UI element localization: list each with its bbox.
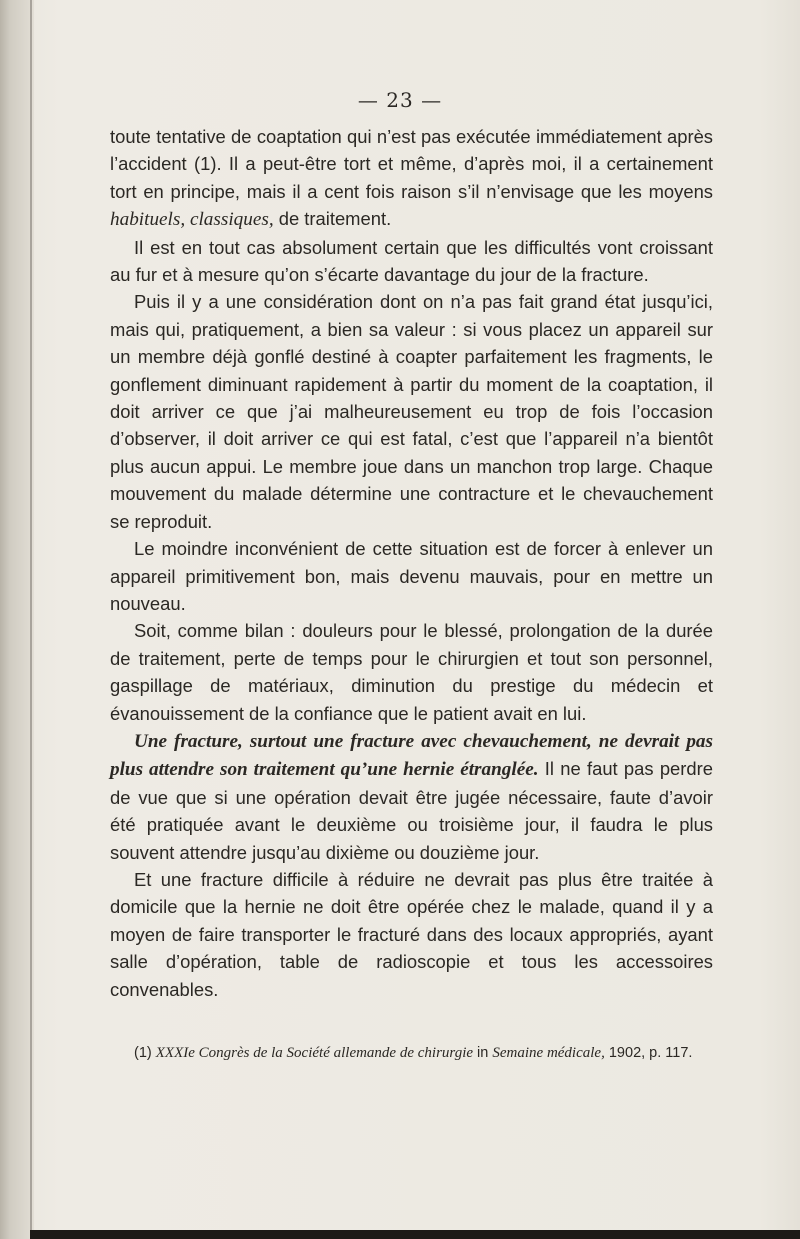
paragraph-4: Le moindre inconvénient de cette situation est de forcer à enlever un appareil primitivement bon, mais devenu mauvais, pour en mettre un nouveau. <box>110 538 713 614</box>
body-text <box>110 123 713 1003</box>
paragraph-5: Soit, comme bilan : douleurs pour le blessé, prolongation de la durée de traitement, perte de temps pour le chirurgien et tout son personnel, gaspillage de matériaux, diminution du prestige du médecin et évanouissement de la confiance que le patient avait en lui. <box>110 620 713 724</box>
paragraph-3: Puis il y a une considération dont on n’a pas fait grand état jusqu’ici, mais qui, pratiquement, a bien sa valeur : si vous placez un appareil sur un membre déjà gonflé destiné à coapter parfaitement les fragments, le gonflement diminuant rapidement à partir du moment de la coaptation, il doit arriver ce que j’ai malheureusement eu trop de fois l’occasion d’observer, il doit arriver ce qui est fatal, c’est que l’appareil n’a bientôt plus aucun appui. Le membre joue dans un manchon trop large. Chaque mouvement du malade détermine une contracture et le chevauchement se reproduit. <box>110 291 713 532</box>
paragraph-1 <box>110 123 713 234</box>
paragraph-2: Il est en tout cas absolument certain que les difficultés vont croissant au fur et à mesure qu’on s’écarte davantage du jour de la fracture. <box>110 236 713 286</box>
footnote-journal: Semaine médicale, <box>492 1045 605 1061</box>
footnote <box>110 1044 713 1062</box>
footnote-end: 1902, p. 117. <box>604 1045 693 1061</box>
paragraph-1-text: toute tentative de coaptation qui n’est pas exécutée immédiatement après l’accident (1). Il a peut-être tort et même, d’après moi, il a certainement tort en principe, mais il a cent fois raison s’il n’envisage que les moyens <box>110 126 713 202</box>
page-gutter-line <box>30 0 32 1239</box>
footnote-source: XXXIe Congrès de la Société allemande de chirurgie <box>155 1045 474 1061</box>
paragraph-6-end: Il ne faut pas perdre de vue que si une opération devait être jugée nécessaire, faute d’avoir été pratiquée avant le deuxième ou troisième jour, il faudra le plus souvent attendre jusqu’au dixième ou douzième jour. <box>110 758 713 863</box>
book-spine-shadow <box>0 0 34 1239</box>
paragraph-1-italic: habituels, classiques, <box>110 209 274 231</box>
paragraph-1-end: de traitement. <box>273 208 392 230</box>
footnote-marker: (1) <box>134 1045 156 1061</box>
paragraph-7: Et une fracture difficile à réduire ne devrait pas plus être traitée à domicile que la hernie ne doit être opérée chez le malade, quand il y a moyen de faire transporter le fracturé dans des locaux appropriés, ayant salle d’opération, table de radioscopie et tous les accessoires convenables. <box>110 868 713 1000</box>
footnote-middle: in <box>473 1045 493 1061</box>
page-bottom-edge <box>30 1230 800 1239</box>
paragraph-6 <box>110 727 713 866</box>
paragraph-6-italic: Une fracture, surtout une fracture avec chevauchement, ne devrait pas plus attendre son traitement qu’une hernie étranglée. <box>110 730 713 781</box>
page-number: — 23 — <box>357 88 443 112</box>
